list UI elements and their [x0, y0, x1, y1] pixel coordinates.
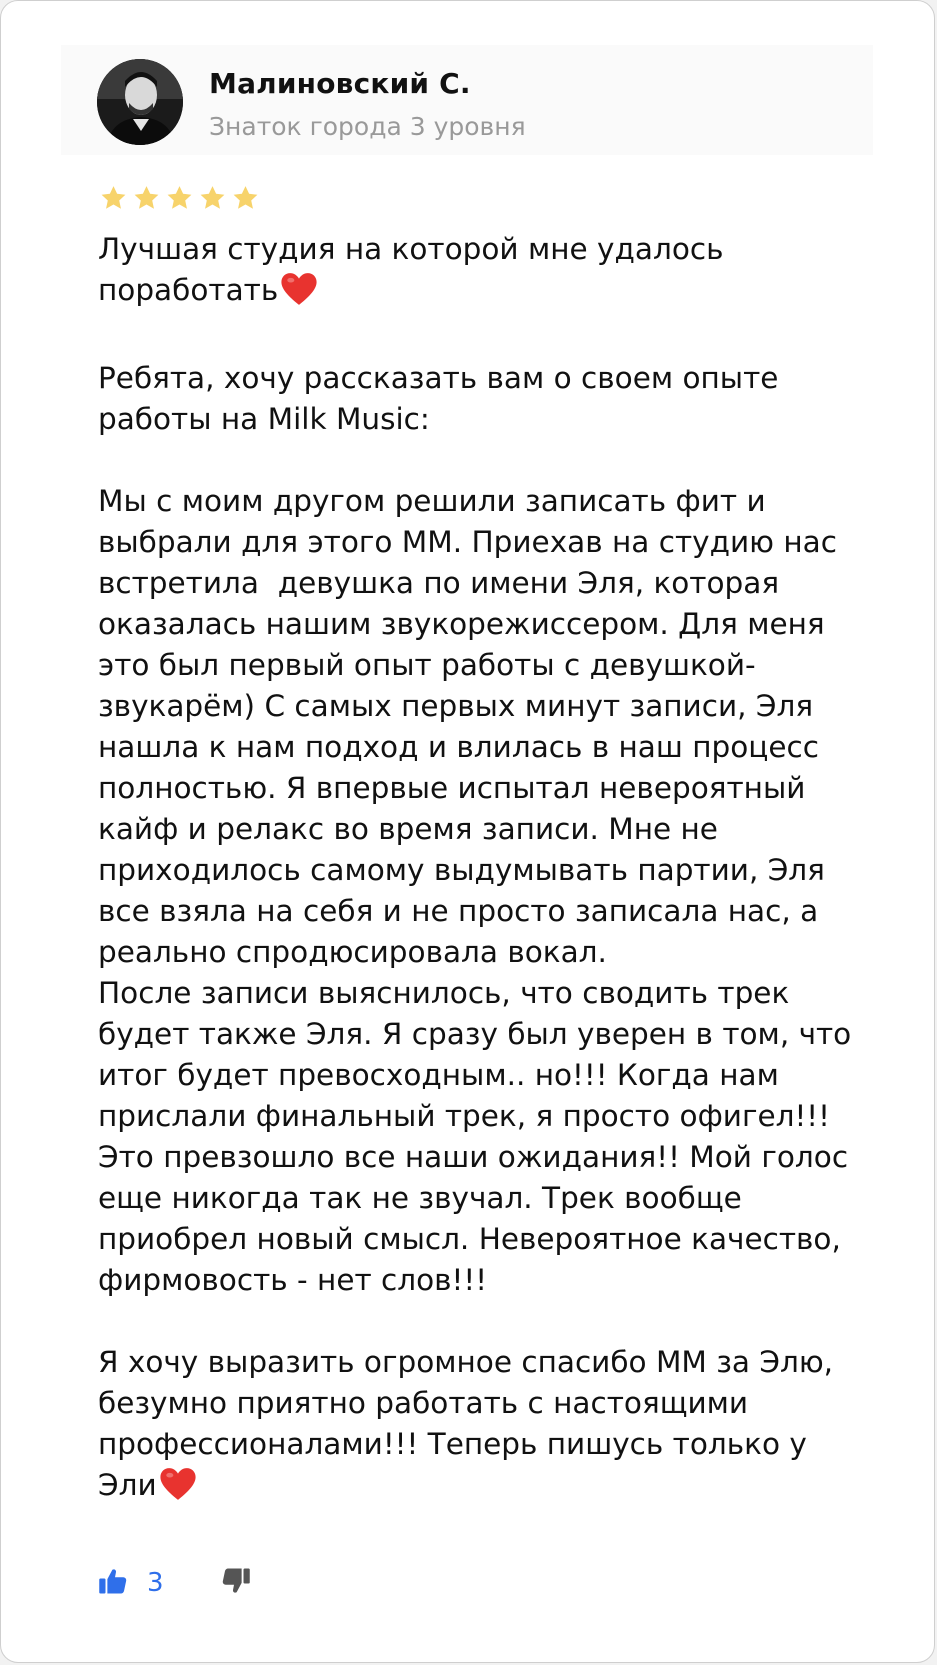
- thumbs-down-icon: [220, 1566, 252, 1600]
- star-icon: [99, 184, 128, 212]
- review-closing: Я хочу выразить огромное спасибо ММ за Элю, безумно приятно работать с настоящими профессионалами!!! Теперь пишусь только у Эли: [98, 1345, 834, 1502]
- heart-emoji-icon: [159, 1467, 197, 1512]
- review-title-line: Лучшая студия на которой мне удалось поработать: [98, 232, 724, 307]
- like-button[interactable]: [97, 1566, 164, 1600]
- author-name[interactable]: Малиновский С.: [209, 67, 471, 100]
- thumbs-up-icon: [97, 1566, 129, 1600]
- heart-emoji-icon: [280, 272, 318, 317]
- star-icon: [198, 184, 227, 212]
- author-level: Знаток города 3 уровня: [209, 112, 526, 141]
- star-icon: [132, 184, 161, 212]
- star-icon: [165, 184, 194, 212]
- avatar-photo: [97, 59, 183, 145]
- reactions-bar: [97, 1566, 252, 1600]
- avatar[interactable]: [97, 59, 183, 145]
- rating-stars: [99, 184, 260, 212]
- dislike-button[interactable]: [220, 1566, 252, 1600]
- review-body: Ребята, хочу рассказать вам о своем опыте работы на Milk Music: Мы с моим другом решили записать фит и выбрали для этого ММ. Приехав на студию нас встретила девушка по имени Эля, которая оказалась нашим звукорежиссером. Для меня это был первый опыт работы с девушкой- звукарём) С самых первых минут записи, Эля нашла к нам подход и влилась в наш процесс полностью. Я впервые испытал невероятный кайф и релакс во время записи. Мне не приходилось самому выдумывать партии, Эля все взяла на себя и не просто записала нас, а реально спродюсировала вокал. После записи выяснилось, что сводить трек будет также Эля. Я сразу был уверен в том, что итог будет превосходным.. но!!! Когда нам прислали финальный трек, я просто офигел!!! Это превзошло все наши ожидания!! Мой голос еще никогда так не звучал. Трек вообще приобрел новый смысл. Невероятное качество, фирмовость - нет слов!!!: [98, 361, 852, 1297]
- review-text: [98, 229, 868, 1512]
- like-count: 3: [147, 1568, 164, 1598]
- star-icon: [231, 184, 260, 212]
